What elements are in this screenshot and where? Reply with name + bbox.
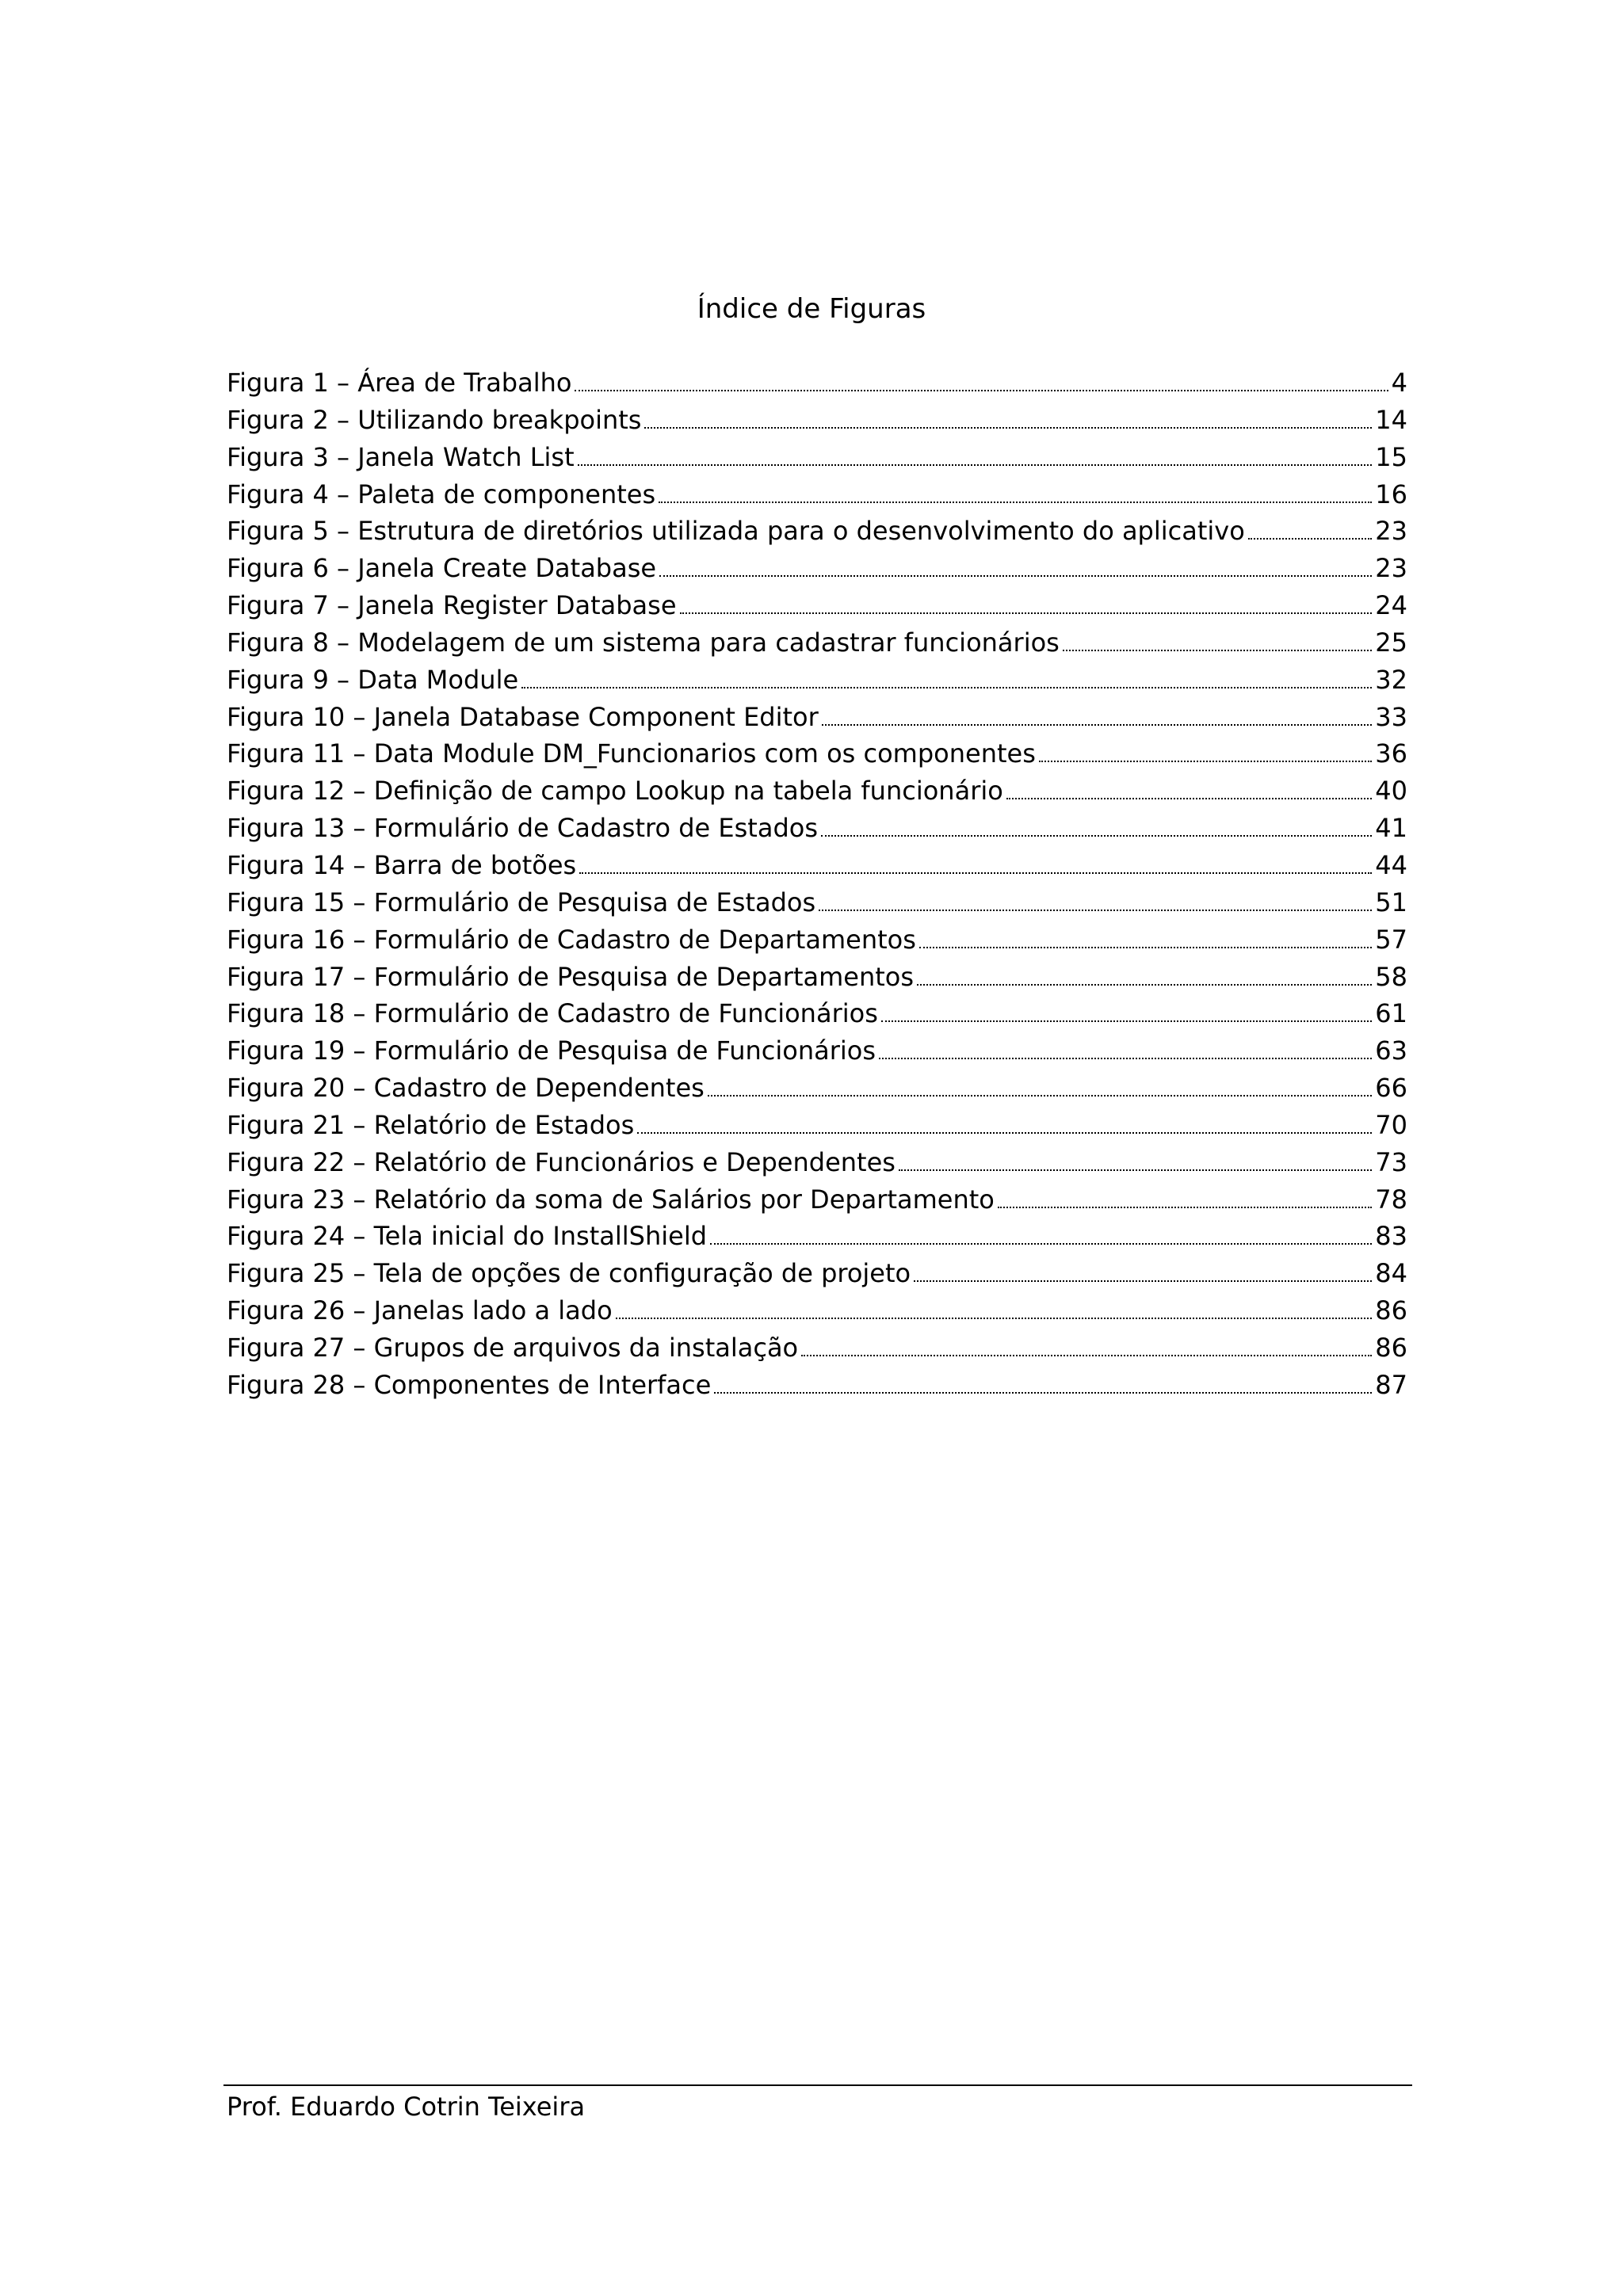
toc-entry-page-number: 33 — [1375, 701, 1407, 732]
toc-entry[interactable] — [227, 1367, 1407, 1404]
toc-entry[interactable] — [227, 847, 1407, 884]
toc-entry[interactable] — [227, 1032, 1407, 1070]
toc-entry-page-number: 73 — [1375, 1146, 1407, 1177]
toc-dot-leader — [1039, 761, 1372, 762]
toc-dot-leader — [998, 1207, 1372, 1208]
toc-entry-page-number: 57 — [1375, 924, 1407, 955]
toc-entry[interactable] — [227, 995, 1407, 1032]
toc-dot-leader — [801, 1355, 1372, 1356]
toc-entry-page-number: 36 — [1375, 738, 1407, 769]
toc-entry-label: Figura 1 – Área de Trabalho — [227, 368, 572, 398]
toc-entry[interactable] — [227, 1292, 1407, 1329]
toc-entry[interactable] — [227, 1107, 1407, 1144]
page-title: Índice de Figuras — [697, 293, 926, 325]
toc-entry[interactable] — [227, 1329, 1407, 1367]
toc-entry-label: Figura 23 – Relatório da soma de Salários por Departamento — [227, 1184, 995, 1215]
toc-entry-label: Figura 27 – Grupos de arquivos da instalação — [227, 1332, 799, 1363]
toc-dot-leader — [881, 1020, 1372, 1022]
toc-entry-label: Figura 11 – Data Module DM_Funcionarios com os componentes — [227, 738, 1036, 769]
toc-entry[interactable] — [227, 1181, 1407, 1219]
toc-entry-page-number: 44 — [1375, 849, 1407, 880]
toc-dot-leader — [822, 724, 1373, 726]
toc-entry-label: Figura 17 – Formulário de Pesquisa de Departamentos — [227, 961, 915, 992]
toc-entry[interactable] — [227, 624, 1407, 662]
toc-entry-label: Figura 13 – Formulário de Cadastro de Estados — [227, 813, 818, 844]
toc-dot-leader — [821, 835, 1372, 837]
toc-dot-leader — [710, 1243, 1372, 1245]
toc-entry-label: Figura 4 – Paleta de componentes — [227, 479, 656, 509]
toc-dot-leader — [659, 502, 1372, 503]
toc-entry-page-number: 40 — [1375, 776, 1407, 807]
toc-entry[interactable] — [227, 513, 1407, 550]
toc-entry-page-number: 70 — [1375, 1109, 1407, 1140]
toc-entry-label: Figura 7 – Janela Register Database — [227, 590, 677, 621]
toc-entry[interactable] — [227, 439, 1407, 476]
toc-entry[interactable] — [227, 1144, 1407, 1181]
toc-entry-page-number: 63 — [1375, 1035, 1407, 1066]
toc-entry[interactable] — [227, 810, 1407, 847]
toc-entry[interactable] — [227, 587, 1407, 624]
toc-entry-label: Figura 19 – Formulário de Pesquisa de Funcionários — [227, 1035, 876, 1066]
footer-author: Prof. Eduardo Cotrin Teixeira — [227, 2092, 586, 2122]
toc-entry-label: Figura 21 – Relatório de Estados — [227, 1109, 635, 1140]
toc-entry-label: Figura 8 – Modelagem de um sistema para cadastrar funcionários — [227, 627, 1060, 658]
toc-dot-leader — [1248, 538, 1372, 540]
toc-dot-leader — [919, 947, 1372, 948]
toc-entry-label: Figura 20 – Cadastro de Dependentes — [227, 1073, 705, 1104]
toc-entry[interactable] — [227, 1255, 1407, 1292]
toc-dot-leader — [659, 575, 1372, 577]
toc-entry-label: Figura 2 – Utilizando breakpoints — [227, 404, 642, 435]
toc-entry[interactable] — [227, 884, 1407, 921]
toc-entry[interactable] — [227, 364, 1407, 402]
toc-entry-label: Figura 22 – Relatório de Funcionários e Dependentes — [227, 1146, 896, 1177]
toc-entry[interactable] — [227, 735, 1407, 772]
toc-entry-label: Figura 12 – Definição de campo Lookup na tabela funcionário — [227, 776, 1003, 807]
toc-entry[interactable] — [227, 1218, 1407, 1255]
toc-entry-page-number: 24 — [1375, 590, 1407, 621]
toc-entry-label: Figura 5 – Estrutura de diretórios utilizada para o desenvolvimento do aplicativo — [227, 516, 1245, 547]
toc-dot-leader — [899, 1169, 1372, 1171]
toc-entry-label: Figura 16 – Formulário de Cadastro de Departamentos — [227, 924, 916, 955]
toc-entry[interactable] — [227, 662, 1407, 699]
toc-dot-leader — [578, 464, 1373, 466]
toc-entry[interactable] — [227, 959, 1407, 996]
toc-dot-leader — [1063, 650, 1372, 651]
toc-entry-page-number: 15 — [1375, 441, 1407, 472]
toc-entry-label: Figura 10 – Janela Database Component Editor — [227, 701, 819, 732]
toc-entry-page-number: 66 — [1375, 1073, 1407, 1104]
toc-dot-leader — [879, 1058, 1372, 1059]
toc-dot-leader — [575, 390, 1388, 391]
toc-entry-label: Figura 15 – Formulário de Pesquisa de Estados — [227, 887, 816, 917]
toc-dot-leader — [637, 1132, 1372, 1134]
toc-entry-page-number: 86 — [1375, 1332, 1407, 1363]
toc-entry-page-number: 32 — [1375, 664, 1407, 695]
toc-dot-leader — [819, 910, 1372, 911]
toc-entry-page-number: 83 — [1375, 1221, 1407, 1252]
toc-entry-label: Figura 24 – Tela inicial do InstallShield — [227, 1221, 708, 1252]
toc-entry-page-number: 84 — [1375, 1258, 1407, 1289]
toc-entry-page-number: 61 — [1375, 998, 1407, 1029]
toc-dot-leader — [1006, 798, 1372, 799]
toc-entry-page-number: 23 — [1375, 516, 1407, 547]
toc-entry-label: Figura 18 – Formulário de Cadastro de Funcionários — [227, 998, 878, 1029]
toc-entry[interactable] — [227, 921, 1407, 959]
toc-entry[interactable] — [227, 476, 1407, 513]
toc-entry-page-number: 78 — [1375, 1184, 1407, 1215]
toc-entry-page-number: 14 — [1375, 404, 1407, 435]
toc-entry-page-number: 25 — [1375, 627, 1407, 658]
toc-entry-page-number: 4 — [1391, 368, 1407, 398]
toc-entry-page-number: 58 — [1375, 961, 1407, 992]
toc-entry-label: Figura 3 – Janela Watch List — [227, 441, 575, 472]
toc-entry-label: Figura 28 – Componentes de Interface — [227, 1369, 712, 1400]
toc-entry[interactable] — [227, 772, 1407, 810]
toc-dot-leader — [914, 1280, 1372, 1282]
toc-entry[interactable] — [227, 1070, 1407, 1107]
toc-entry-label: Figura 6 – Janela Create Database — [227, 553, 657, 584]
toc-dot-leader — [579, 872, 1372, 874]
toc-entry[interactable] — [227, 699, 1407, 736]
toc-dot-leader — [680, 612, 1373, 614]
toc-dot-leader — [917, 984, 1372, 986]
toc-entry-label: Figura 26 – Janelas lado a lado — [227, 1295, 613, 1326]
toc-entry-page-number: 87 — [1375, 1369, 1407, 1400]
toc-entry-label: Figura 25 – Tela de opções de configuração de projeto — [227, 1258, 911, 1289]
toc-entry-page-number: 16 — [1375, 479, 1407, 509]
toc-entry-page-number: 86 — [1375, 1295, 1407, 1326]
toc-entry-label: Figura 9 – Data Module — [227, 664, 519, 695]
toc-dot-leader — [708, 1095, 1372, 1097]
toc-entry-label: Figura 14 – Barra de botões — [227, 849, 577, 880]
toc-dot-leader — [644, 427, 1372, 429]
toc-entry-page-number: 23 — [1375, 553, 1407, 584]
toc-entry-page-number: 41 — [1375, 813, 1407, 844]
toc-entry[interactable] — [227, 550, 1407, 587]
toc-dot-leader — [616, 1318, 1373, 1319]
toc-entry[interactable] — [227, 402, 1407, 439]
footer-divider — [223, 2084, 1412, 2086]
toc-dot-leader — [714, 1392, 1372, 1394]
toc-dot-leader — [521, 687, 1372, 688]
figure-index-list — [227, 364, 1407, 1404]
toc-entry-page-number: 51 — [1375, 887, 1407, 917]
